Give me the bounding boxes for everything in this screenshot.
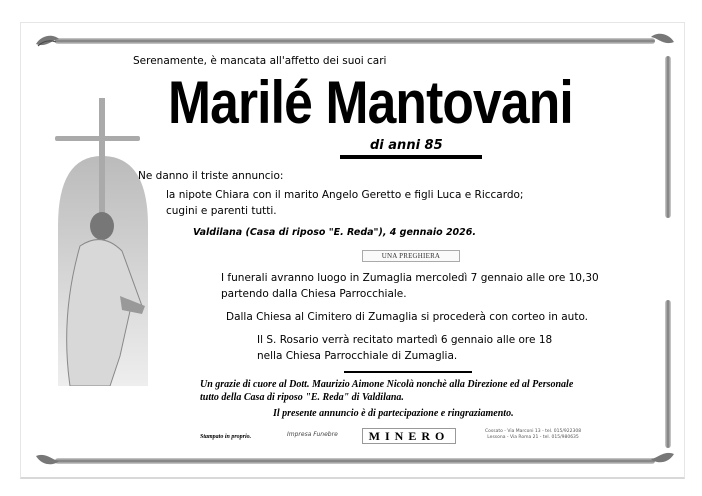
funeral-line-2: partendo dalla Chiesa Parrocchiale. — [221, 288, 407, 300]
agency-label: Impresa Funebre — [287, 431, 338, 438]
leaf-ornament-icon — [650, 450, 676, 464]
leaf-ornament-icon — [34, 452, 60, 466]
prayer-button[interactable]: UNA PREGHIERA — [362, 250, 460, 262]
right-border-rule-lower — [665, 300, 671, 448]
intro-text: Serenamente, è mancata all'affetto dei suoi cari — [133, 55, 387, 67]
family-line-2: cugini e parenti tutti. — [166, 205, 277, 217]
family-line-1: la nipote Chiara con il marito Angelo Geretto e figli Luca e Riccardo; — [166, 189, 524, 201]
announcement-heading: Ne danno il triste annuncio: — [138, 170, 284, 182]
rosary-line-2: nella Chiesa Parrocchiale di Zumaglia. — [257, 350, 458, 362]
thanks-line-1: Un grazie di cuore al Dott. Maurizio Aimone Nicolà nonchè alla Direzione ed al Personale — [200, 379, 574, 390]
address-lessona: Lessona - Via Roma 21 - tel. 015/980635 — [487, 435, 579, 440]
separator-line — [344, 371, 472, 373]
leaf-ornament-icon — [34, 34, 60, 48]
right-border-rule — [665, 56, 671, 218]
leaf-ornament-icon — [650, 32, 676, 46]
deceased-age: di anni 85 — [370, 138, 443, 153]
agency-addresses — [485, 429, 581, 441]
top-border-rule — [55, 38, 655, 44]
procession-line: Dalla Chiesa al Cimitero di Zumaglia si procederà con corteo in auto. — [226, 311, 589, 323]
place-date: Valdilana (Casa di riposo "E. Reda"), 4 gennaio 2026. — [193, 227, 477, 238]
funeral-line-1: I funerali avranno luogo in Zumaglia mercoledì 7 gennaio alle ore 10,30 — [221, 272, 599, 284]
age-underline — [340, 155, 482, 159]
bottom-border-rule — [55, 458, 655, 464]
cross-and-jesus-illustration-icon — [50, 96, 160, 386]
agency-logo: MINERO — [362, 428, 456, 444]
deceased-name: Marilé Mantovani — [168, 69, 573, 136]
thanks-line-3: Il presente annuncio è di partecipazione e ringraziamento. — [273, 408, 514, 419]
rosary-line-1: Il S. Rosario verrà recitato martedì 6 gennaio alle ore 18 — [257, 334, 553, 346]
thanks-line-2: tutto della Casa di riposo "E. Reda" di Valdilana. — [200, 392, 404, 403]
printed-note: Stampato in proprio. — [200, 434, 252, 440]
address-cossato: Cossato - Via Marconi 13 - tel. 015/922308 — [485, 429, 582, 434]
